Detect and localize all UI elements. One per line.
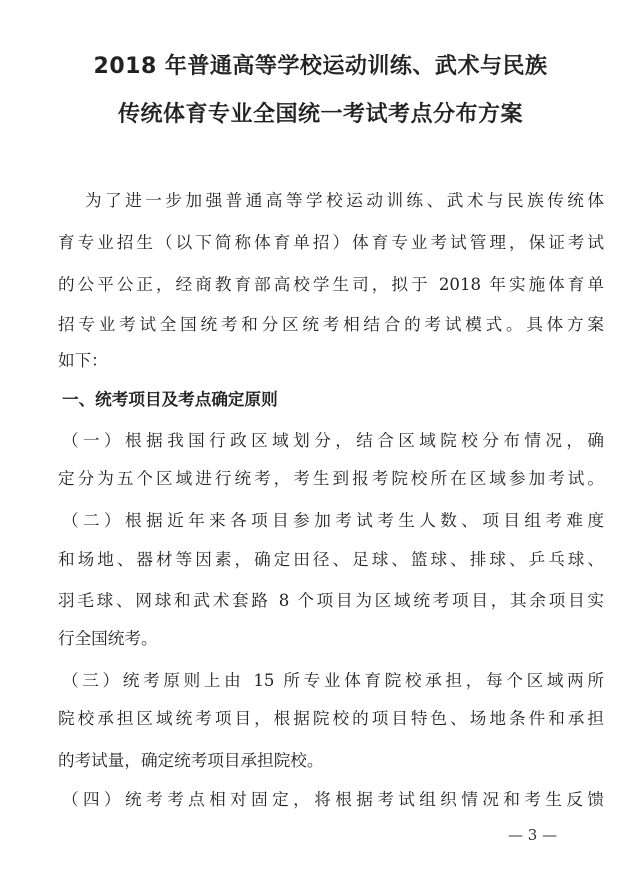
- item-2-line-4: 行全国统考。: [58, 629, 158, 648]
- item-3-line-1: （三）统考原则上由 15 所专业体育院校承担，每个区域两所: [62, 671, 604, 690]
- item-2-line-3: 羽毛球、网球和武术套路 8 个项目为区域统考项目，其余项目实: [58, 591, 604, 610]
- item-2-line-1: （二）根据近年来各项目参加考试考生人数、项目组考难度: [62, 511, 604, 530]
- intro-line-4: 招专业考试全国统考和分区统考相结合的考试模式。具体方案: [58, 315, 604, 334]
- page-number: — 3 —: [508, 826, 558, 844]
- item-1-line-1: （一）根据我国行政区域划分，结合区域院校分布情况，确: [62, 431, 604, 450]
- item-1-line-2: 定分为五个区域进行统考，考生到报考院校所在区域参加考试。: [58, 469, 604, 488]
- intro-line-1: 为了进一步加强普通高等学校运动训练、武术与民族传统体: [85, 191, 604, 210]
- intro-line-3: 的公平公正，经商教育部高校学生司，拟于 2018 年实施体育单: [58, 275, 604, 294]
- intro-line-2: 育专业招生（以下简称体育单招）体育专业考试管理，保证考试: [58, 233, 604, 252]
- document-title-line-1: 2018 年普通高等学校运动训练、武术与民族: [93, 54, 548, 79]
- item-4-line-1: （四）统考考点相对固定，将根据考试组织情况和考生反馈: [62, 790, 604, 809]
- intro-line-5: 如下：: [58, 351, 108, 370]
- document-title-line-2: 传统体育专业全国统一考试考点分布方案: [117, 102, 523, 127]
- section-heading: 一、统考项目及考点确定原则: [62, 390, 278, 409]
- item-3-line-2: 院校承担区域统考项目，根据院校的项目特色、场地条件和承担: [58, 709, 604, 728]
- item-2-line-2: 和场地、器材等因素，确定田径、足球、篮球、排球、乒乓球、: [58, 550, 604, 569]
- item-3-line-3: 的考试量，确定统考项目承担院校。: [58, 751, 324, 770]
